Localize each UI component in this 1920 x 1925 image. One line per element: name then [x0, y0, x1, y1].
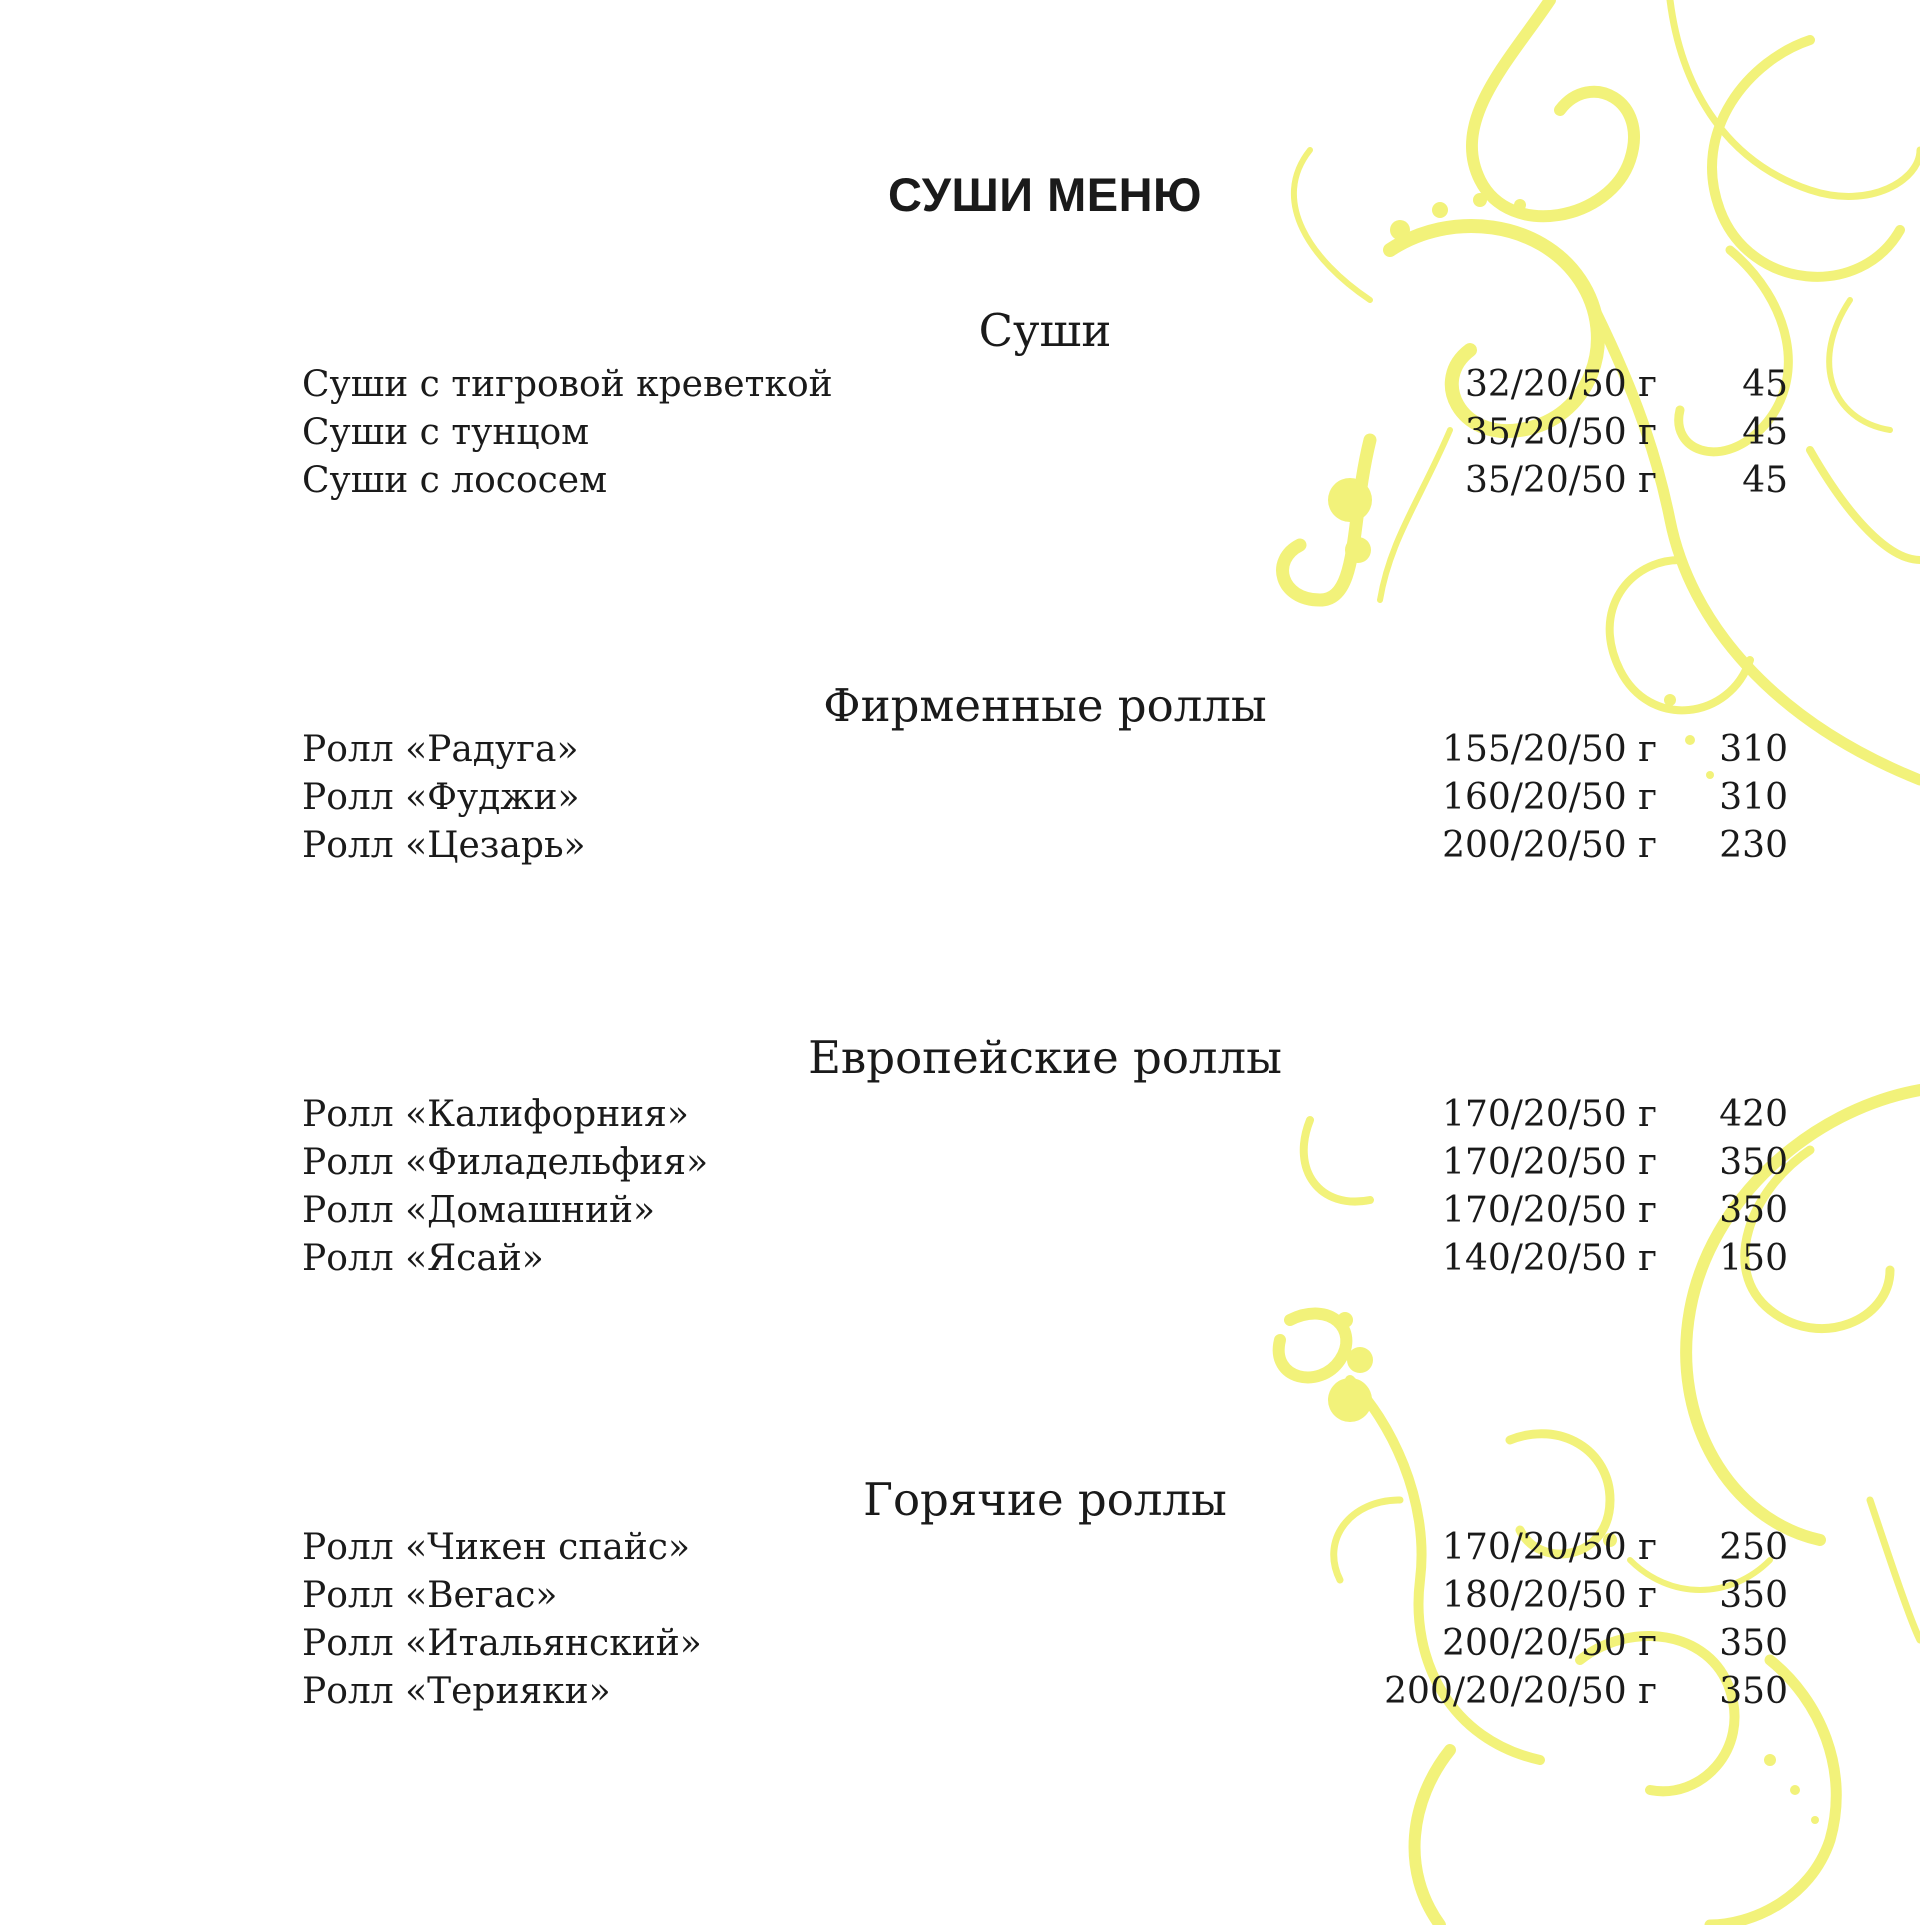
- item-price: 45: [1742, 412, 1788, 453]
- section-title-hot-rolls: Горячие роллы: [863, 1473, 1227, 1527]
- item-weight: 32/20/50 г: [1465, 364, 1657, 405]
- list-item: [302, 1572, 1788, 1620]
- item-name: Ролл «Филадельфия»: [302, 1142, 709, 1183]
- item-name: Ролл «Цезарь»: [302, 825, 586, 866]
- item-price: 350: [1719, 1142, 1788, 1183]
- item-price: 150: [1719, 1238, 1788, 1279]
- section-items-sushi: [302, 361, 1788, 505]
- item-weight: 200/20/20/50 г: [1384, 1671, 1657, 1712]
- item-name: Суши с тигровой креветкой: [302, 364, 833, 405]
- item-weight: 180/20/50 г: [1442, 1575, 1657, 1616]
- page-title: СУШИ МЕНЮ: [887, 168, 1203, 222]
- item-weight: 35/20/50 г: [1465, 460, 1657, 501]
- item-weight: 170/20/50 г: [1442, 1142, 1657, 1183]
- item-weight: 140/20/50 г: [1442, 1238, 1657, 1279]
- item-price: 310: [1719, 777, 1788, 818]
- item-price: 45: [1742, 460, 1788, 501]
- item-name: Ролл «Чикен спайс»: [302, 1527, 690, 1568]
- item-weight: 200/20/50 г: [1442, 825, 1657, 866]
- item-weight: 200/20/50 г: [1442, 1623, 1657, 1664]
- item-name: Суши с лососем: [302, 460, 608, 501]
- item-price: 420: [1719, 1094, 1788, 1135]
- item-weight: 160/20/50 г: [1442, 777, 1657, 818]
- item-weight: 170/20/50 г: [1442, 1527, 1657, 1568]
- list-item: [302, 822, 1788, 870]
- list-item: [302, 1091, 1788, 1139]
- item-weight: 155/20/50 г: [1442, 729, 1657, 770]
- item-price: 350: [1719, 1575, 1788, 1616]
- section-items-signature-rolls: [302, 726, 1788, 870]
- item-price: 230: [1719, 825, 1788, 866]
- item-name: Суши с тунцом: [302, 412, 590, 453]
- list-item: [302, 1139, 1788, 1187]
- item-price: 250: [1719, 1527, 1788, 1568]
- item-price: 350: [1719, 1190, 1788, 1231]
- item-name: Ролл «Вегас»: [302, 1575, 558, 1616]
- item-name: Ролл «Калифорния»: [302, 1094, 689, 1135]
- item-weight: 170/20/50 г: [1442, 1190, 1657, 1231]
- section-items-european-rolls: [302, 1091, 1788, 1283]
- item-weight: 170/20/50 г: [1442, 1094, 1657, 1135]
- list-item: [302, 1524, 1788, 1572]
- list-item: [302, 457, 1788, 505]
- item-name: Ролл «Фуджи»: [302, 777, 580, 818]
- item-price: 350: [1719, 1623, 1788, 1664]
- list-item: [302, 1620, 1788, 1668]
- item-price: 350: [1719, 1671, 1788, 1712]
- item-name: Ролл «Ясай»: [302, 1238, 544, 1279]
- list-item: [302, 1668, 1788, 1716]
- list-item: [302, 361, 1788, 409]
- item-weight: 35/20/50 г: [1465, 412, 1657, 453]
- item-price: 310: [1719, 729, 1788, 770]
- section-items-hot-rolls: [302, 1524, 1788, 1716]
- item-name: Ролл «Радуга»: [302, 729, 579, 770]
- list-item: [302, 1187, 1788, 1235]
- list-item: [302, 409, 1788, 457]
- section-title-sushi: Суши: [978, 304, 1112, 358]
- item-name: Ролл «Терияки»: [302, 1671, 611, 1712]
- list-item: [302, 774, 1788, 822]
- section-title-european-rolls: Европейские роллы: [808, 1031, 1282, 1085]
- section-title-signature-rolls: Фирменные роллы: [823, 679, 1267, 733]
- item-name: Ролл «Итальянский»: [302, 1623, 702, 1664]
- item-name: Ролл «Домашний»: [302, 1190, 655, 1231]
- list-item: [302, 726, 1788, 774]
- item-price: 45: [1742, 364, 1788, 405]
- list-item: [302, 1235, 1788, 1283]
